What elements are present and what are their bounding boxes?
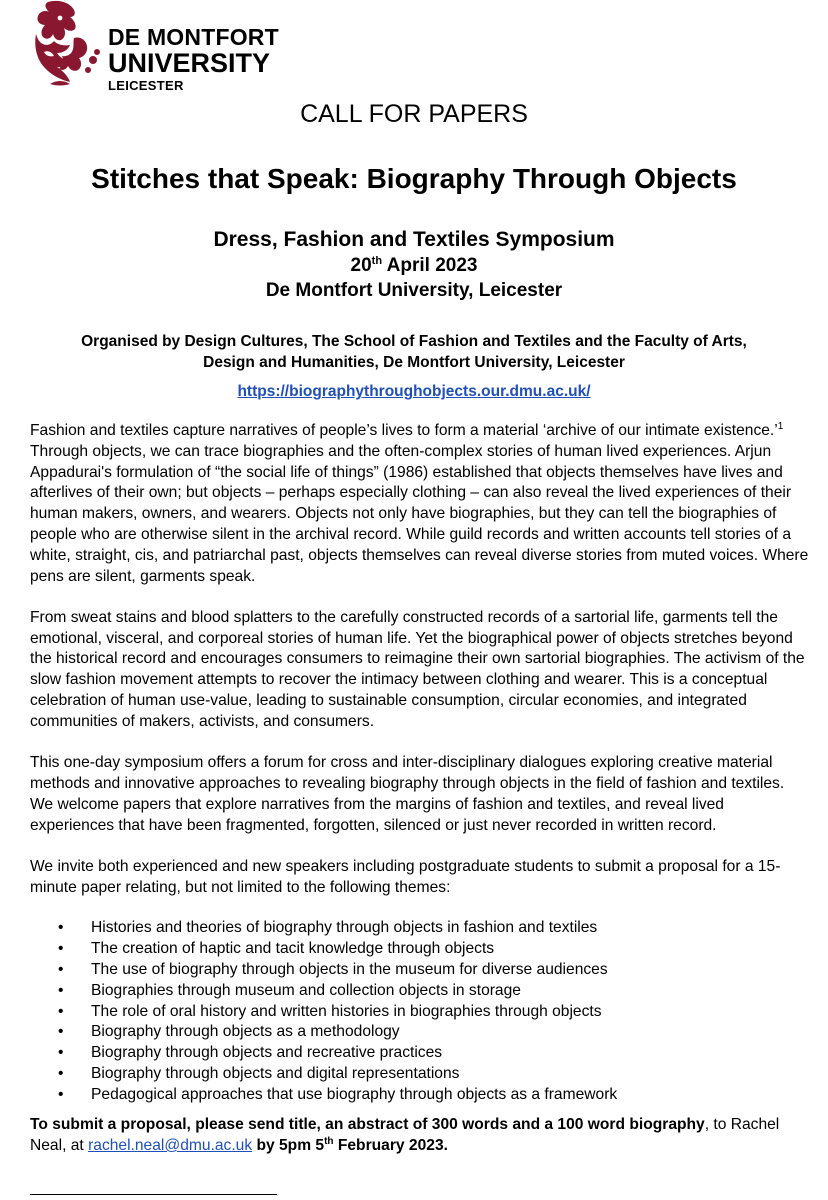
list-item: • Biography through objects and recreative practices [30,1043,810,1064]
paragraph-symposium: This one-day symposium offers a forum for cross and inter-disciplinary dialogues exploring creative material methods and innovative approaches to revealing biography through objects in the field of fashion and textiles. We welcome papers that explore narratives from the margins of fashion and textiles, and reveal lived experiences that have been fragmented, forgotten, silenced or just never recorded in written record. [30,754,785,834]
organiser-statement [40,331,788,373]
list-item: • Biography through objects and digital representations [30,1064,810,1085]
footnote-marker[interactable]: 1 [777,421,784,432]
paragraph-garments: From sweat stains and blood splatters to the carefully constructed records of a sartorial life, garments tell the emotional, visceral, and corporeal stories of human life. Yet the biographical power of objects stretches beyond the historical record and encourages consumers to reimagine their own sartorial biographies. The activism of the slow fashion movement attempts to recover the intimacy between clothing and wearer. This is a conceptual celebration of human use-value, leading to sustainable consumption, circular economies, and integrated communities of makers, activists, and consumers. [30,608,805,730]
page-title: Stitches that Speak: Biography Through Objects [91,163,737,194]
footnote-divider [30,1194,277,1195]
bullet-icon: • [58,1086,64,1104]
list-item: • The use of biography through objects in the museum for diverse audiences [30,960,810,981]
submission-instructions: To submit a proposal, please send title, an abstract of 300 words and a 100 word biography, to Rachel Neal, at rachel.neal@dmu.ac.uk by 5pm 5th February 2023. [30,1116,780,1154]
bullet-icon: • [58,918,64,936]
body-text [30,421,810,1157]
logo-line-3: LEICESTER [108,78,184,93]
list-item: • The role of oral history and written histories in biographies through objects [30,1002,810,1023]
event-details [0,227,828,303]
call-for-papers-heading: CALL FOR PAPERS [300,100,528,128]
bullet-icon: • [58,1002,64,1020]
list-item: • Histories and theories of biography through objects in fashion and textiles [30,918,810,939]
bullet-icon: • [58,981,64,999]
bullet-icon: • [58,1044,64,1062]
logo-line-1: DE MONTFORT [108,24,279,50]
list-item: • Biographies through museum and collection objects in storage [30,981,810,1002]
bullet-icon: • [58,939,64,957]
logo-line-2: UNIVERSITY [108,48,271,78]
bullet-icon: • [58,1065,64,1083]
event-name: Dress, Fashion and Textiles Symposium [213,228,615,251]
university-logo [30,0,280,93]
website-link[interactable]: https://biographythroughobjects.our.dmu.ac.uk/ [237,383,591,400]
email-link[interactable]: rachel.neal@dmu.ac.uk [88,1136,253,1154]
paragraph-intro: Fashion and textiles capture narratives of people’s lives to form a material ‘archive of our intimate existence.’$^1$ Through objects, we can trace biographies and the often-complex stories of human lived experiences. Arjun Appadurai's formulation of “the social life of things” (1986) established that objects themselves have lives and afterlives of their own; but objects – perhaps especially clothing – can also reveal the lived experiences of their human makers, owners, and wearers. Objects not only have biographies, but they can tell the biographies of people who are otherwise silent in the archival record. While guild records and written accounts tell stories of a white, straight, cis, and patriarchal past, objects themselves can reveal diverse stories from muted voices. Where pens are silent, garments speak. [30,421,809,585]
themes-list [30,918,810,1106]
list-item: • Biography through objects as a methodology [30,1022,810,1043]
event-date: 20th April 2023 [350,255,478,276]
organiser-line-2: Design and Humanities, De Montfort University, Leicester [203,354,625,371]
list-item: • The creation of haptic and tacit knowledge through objects [30,939,810,960]
bullet-icon: • [58,1023,64,1041]
event-venue: De Montfort University, Leicester [265,280,563,301]
organiser-line-1: Organised by Design Cultures, The School of Fashion and Textiles and the Faculty of Arts, [81,333,747,350]
logo-wordmark [108,26,279,92]
paragraph-invitation: We invite both experienced and new speakers including postgraduate students to submit a proposal for a 15-minute paper relating, but not limited to the following themes: [30,857,781,896]
list-item: • Pedagogical approaches that use biography through objects as a framework [30,1085,810,1106]
bullet-icon: • [58,960,64,978]
lion-crest-icon [30,0,104,86]
